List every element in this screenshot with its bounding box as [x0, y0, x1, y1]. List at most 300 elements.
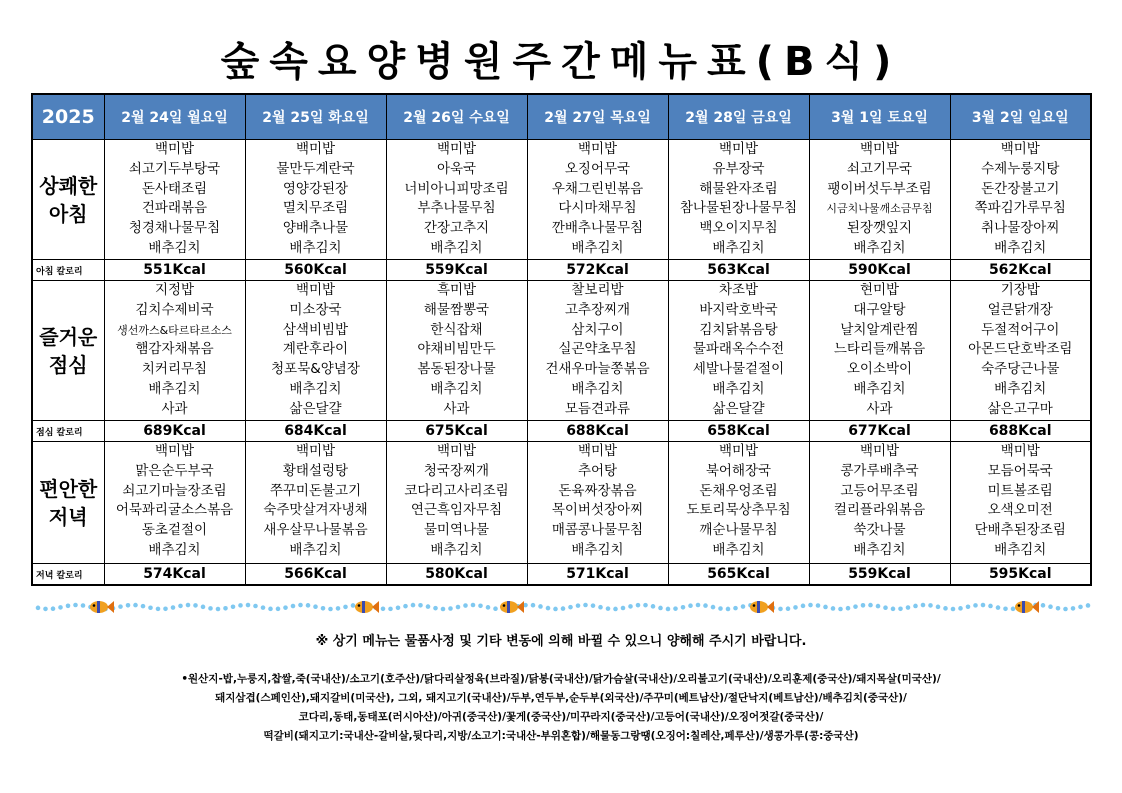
bubble-icon [351, 603, 356, 608]
menu-item: 배추김치 [430, 541, 483, 558]
kcal-value: 559Kcal [386, 260, 527, 281]
menu-item: 백미밥 [577, 443, 618, 459]
bubble-icon [891, 607, 896, 612]
menu-item: 청국장찌개 [423, 462, 490, 479]
bubble-icon [388, 607, 393, 612]
kcal-value: 565Kcal [668, 564, 809, 586]
bubble-icon [718, 606, 723, 611]
menu-cell [668, 442, 809, 564]
kcal-label: 저녁 칼로리 [32, 564, 104, 586]
menu-item: 느타리들깨볶음 [833, 341, 926, 358]
menu-item: 다시마채무침 [558, 200, 637, 217]
bubble-icon [186, 603, 191, 608]
bubble-icon [951, 607, 956, 612]
bubble-icon [283, 605, 288, 610]
bubble-icon [823, 605, 828, 610]
bubble-icon [958, 606, 963, 611]
bubble-icon [801, 604, 806, 609]
menu-item: 배추김치 [571, 380, 624, 397]
menu-item: 청경채나물무침 [128, 220, 221, 237]
menu-item: 오징어무국 [564, 160, 631, 177]
menu-item: 영양강된장 [282, 180, 349, 197]
menu-item: 백미밥 [859, 141, 900, 157]
bubble-icon [201, 605, 206, 610]
menu-cell [386, 281, 527, 421]
bubble-icon [808, 603, 813, 608]
bubble-icon [171, 605, 176, 610]
bubble-icon [696, 603, 701, 608]
bubble-icon [463, 603, 468, 608]
menu-cell [950, 442, 1091, 564]
menu-item: 단배추된장조림 [974, 522, 1066, 539]
kcal-value: 551Kcal [104, 260, 245, 281]
bubble-icon [313, 604, 318, 609]
bubble-icon [673, 606, 678, 611]
menu-item: 건파래볶음 [141, 200, 208, 217]
bubble-icon [58, 605, 63, 610]
bubble-icon [223, 606, 228, 611]
menu-item: 깨순나물무침 [699, 522, 778, 539]
menu-item: 연근흑임자무침 [410, 502, 503, 519]
menu-item: 해물짬뽕국 [423, 301, 490, 318]
kcal-value: 580Kcal [386, 564, 527, 586]
menu-item: 김치닭볶음탕 [699, 321, 778, 338]
fish-icon [90, 601, 114, 613]
menu-cell [104, 281, 245, 421]
meal-row [32, 442, 1091, 564]
menu-item: 백미밥 [295, 141, 336, 157]
menu-cell [950, 281, 1091, 421]
kcal-value: 563Kcal [668, 260, 809, 281]
bubble-icon [861, 603, 866, 608]
menu-item: 야채비빔만두 [417, 341, 496, 358]
bubble-icon [966, 604, 971, 609]
menu-item: 배추김치 [430, 380, 483, 397]
notice-text: ※ 상기 메뉴는 물품사정 및 기타 변동에 의해 바뀔 수 있으니 양해해 주시기 바랍니다. [315, 634, 807, 649]
menu-item: 돈채우엉조림 [699, 482, 778, 499]
menu-item: 백미밥 [859, 443, 900, 459]
menu-item: 흑미밥 [436, 282, 477, 298]
menu-item: 시금치나물깨소금무침 [826, 202, 933, 216]
meal-label-line: 편안한 [39, 476, 98, 501]
menu-item: 새우살무나물볶음 [263, 522, 368, 539]
menu-item: 배추김치 [289, 239, 342, 256]
bubble-icon [396, 605, 401, 610]
bubble-icon [51, 606, 56, 611]
bubble-icon [621, 606, 626, 611]
bubble-icon [403, 604, 408, 609]
menu-item: 모듬견과류 [564, 400, 631, 417]
bubble-icon [133, 603, 138, 608]
menu-item: 백미밥 [1000, 141, 1040, 157]
bubble-icon [681, 605, 686, 610]
day-header: 2월 28일 금요일 [668, 94, 809, 140]
menu-item: 모듬어묵국 [987, 462, 1053, 479]
menu-item: 배추김치 [994, 239, 1047, 256]
menu-cell [668, 281, 809, 421]
bubble-icon [576, 603, 581, 608]
menu-item: 돈사태조림 [141, 180, 208, 197]
menu-item: 바지락호박국 [699, 301, 778, 318]
menu-item: 백오이지무침 [699, 220, 778, 237]
kcal-row [32, 564, 1091, 586]
menu-item: 아욱국 [436, 160, 477, 177]
menu-item: 대구알탕 [853, 301, 906, 318]
meal-label [32, 281, 104, 421]
menu-item: 배추김치 [148, 239, 201, 256]
menu-item: 배추김치 [853, 541, 906, 558]
bubble-icon [66, 604, 71, 609]
menu-item: 추어탕 [577, 462, 618, 479]
menu-item: 돈육짜장볶음 [558, 482, 637, 499]
year-cell: 2025 [32, 94, 104, 140]
menu-item: 배추김치 [853, 380, 906, 397]
fish-icon [355, 601, 379, 613]
bubble-icon [276, 607, 281, 612]
menu-item: 삶은달걀 [289, 400, 342, 417]
bubble-icon [246, 603, 251, 608]
bubble-icon [868, 603, 873, 608]
menu-item: 고추장찌개 [564, 301, 631, 318]
kcal-value: 571Kcal [527, 564, 668, 586]
menu-item: 백미밥 [1000, 443, 1040, 459]
bubble-icon [456, 605, 461, 610]
bubble-icon [118, 604, 123, 609]
bubble-icon [1048, 604, 1053, 609]
bubble-icon [238, 603, 243, 608]
menu-item: 배추김치 [289, 541, 342, 558]
menu-item: 쇠고기마늘장조림 [122, 482, 227, 499]
menu-item: 해물완자조림 [699, 180, 778, 197]
bubble-icon [928, 603, 933, 608]
origin-line: 코다리,동태,동태포(러시아산)/아귀(중국산)/꽃게(중국산)/미꾸라지(중국산)/고등어(국내산)/오징어젓갈(중국산)/ [298, 711, 824, 723]
bubble-icon [996, 605, 1001, 610]
page-title: 숲속요양병원주간메뉴표(B식) [220, 39, 902, 85]
bubble-icon [156, 607, 161, 612]
kcal-value: 574Kcal [104, 564, 245, 586]
bubble-icon [703, 603, 708, 608]
bubble-icon [538, 604, 543, 609]
menu-item: 배추김치 [571, 541, 624, 558]
menu-item: 숙주맛살겨자냉채 [263, 502, 368, 519]
kcal-value: 688Kcal [950, 421, 1091, 442]
menu-item: 황태설렁탕 [282, 462, 349, 479]
bubble-icon [838, 607, 843, 612]
bubble-icon [553, 607, 558, 612]
kcal-value: 572Kcal [527, 260, 668, 281]
bubble-icon [583, 603, 588, 608]
menu-cell [527, 442, 668, 564]
menu-item: 멸치무조림 [282, 200, 349, 217]
menu-item: 기장밥 [1000, 282, 1040, 298]
bubble-icon [921, 603, 926, 608]
menu-item: 실곤약초무침 [558, 341, 637, 358]
menu-cell [104, 442, 245, 564]
menu-cell [245, 281, 386, 421]
bubble-icon [658, 606, 663, 611]
menu-item: 북어해장국 [705, 462, 772, 479]
menu-item: 날치알계란찜 [840, 321, 919, 338]
menu-item: 유부장국 [712, 160, 765, 177]
menu-item: 쑥갓나물 [853, 522, 906, 539]
menu-item: 코다리고사리조림 [404, 482, 509, 499]
menu-item: 한식잡채 [430, 321, 483, 338]
menu-item: 백미밥 [577, 141, 618, 157]
menu-item: 아몬드단호박조림 [968, 341, 1073, 358]
menu-cell [245, 140, 386, 260]
bubble-icon [268, 607, 273, 612]
menu-item: 쭈꾸미돈불고기 [269, 482, 362, 499]
bubble-icon [193, 603, 198, 608]
bubble-icon [778, 607, 783, 612]
bubble-icon [1063, 607, 1068, 612]
menu-item: 배추김치 [148, 380, 201, 397]
kcal-value: 562Kcal [950, 260, 1091, 281]
kcal-value: 590Kcal [809, 260, 950, 281]
bubble-icon [163, 606, 168, 611]
bubble-icon [853, 604, 858, 609]
bubble-icon [733, 606, 738, 611]
menu-cell [527, 140, 668, 260]
menu-item: 생선까스&타르타르소스 [117, 323, 232, 337]
fish-icon [750, 601, 774, 613]
menu-item: 수제누룽지탕 [981, 160, 1060, 177]
meal-label-line: 점심 [48, 352, 88, 377]
menu-item: 맑은순두부국 [135, 462, 214, 479]
menu-item: 백미밥 [718, 443, 759, 459]
bubble-icon [816, 603, 821, 608]
menu-item: 어묵꽈리굴소스볶음 [115, 502, 234, 519]
menu-item: 배추김치 [712, 239, 765, 256]
bubble-icon [433, 606, 438, 611]
bubble-icon [913, 604, 918, 609]
kcal-value: 689Kcal [104, 421, 245, 442]
bubble-icon [1078, 605, 1083, 610]
bubble-icon [876, 604, 881, 609]
bubble-icon [343, 605, 348, 610]
bubble-icon [786, 606, 791, 611]
menu-item: 백미밥 [436, 141, 477, 157]
header-row [32, 94, 1091, 140]
weekly-menu-table [31, 93, 1092, 586]
menu-item: 청포묵&양념장 [271, 361, 360, 378]
bubble-icon [43, 607, 48, 612]
bubble-icon [81, 603, 86, 608]
bubble-icon [441, 607, 446, 612]
bubble-icon [936, 605, 941, 610]
menu-item: 건새우마늘쫑볶음 [545, 361, 650, 378]
kcal-value: 675Kcal [386, 421, 527, 442]
bubble-icon [141, 604, 146, 609]
menu-item: 차조밥 [718, 282, 759, 298]
day-header: 3월 2일 일요일 [950, 94, 1091, 140]
kcal-value: 560Kcal [245, 260, 386, 281]
bubble-icon [1071, 606, 1076, 611]
bubble-icon [591, 603, 596, 608]
bubble-icon [636, 603, 641, 608]
bubble-icon [1011, 607, 1016, 612]
bubble-icon [606, 606, 611, 611]
bubble-icon [381, 606, 386, 611]
meal-label-line: 저녁 [48, 504, 88, 529]
menu-cell [527, 281, 668, 421]
bubble-icon [231, 604, 236, 609]
menu-item: 쇠고기두부탕국 [128, 160, 221, 177]
menu-item: 얼큰닭개장 [987, 301, 1053, 318]
bubble-icon [478, 603, 483, 608]
bubble-icon [726, 607, 731, 612]
bubble-icon [36, 606, 41, 611]
bubble-icon [561, 606, 566, 611]
menu-item: 삶은고구마 [987, 400, 1053, 417]
bubble-icon [981, 603, 986, 608]
bubble-icon [426, 604, 431, 609]
menu-item: 동초겉절이 [141, 522, 208, 539]
menu-item: 삶은달걀 [712, 400, 765, 417]
menu-item: 사과 [866, 400, 893, 417]
menu-cell [245, 442, 386, 564]
menu-item: 백미밥 [154, 443, 195, 459]
bubble-icon [486, 605, 491, 610]
fish-icon [500, 601, 524, 613]
bubble-icon [1003, 607, 1008, 612]
bubble-icon [208, 606, 213, 611]
bubble-icon [906, 605, 911, 610]
menu-item: 백미밥 [718, 141, 759, 157]
bubble-icon [688, 603, 693, 608]
kcal-value: 688Kcal [527, 421, 668, 442]
kcal-value: 595Kcal [950, 564, 1091, 586]
bubble-icon [711, 605, 716, 610]
meal-row [32, 140, 1091, 260]
bubble-icon [613, 607, 618, 612]
bubble-icon [883, 605, 888, 610]
bubble-icon [336, 606, 341, 611]
bubble-icon [321, 606, 326, 611]
menu-item: 쇠고기무국 [846, 160, 913, 177]
menu-item: 백미밥 [295, 443, 336, 459]
menu-item: 미트볼조림 [987, 482, 1053, 499]
bubble-icon [148, 605, 153, 610]
menu-item: 세발나물겉절이 [692, 361, 785, 378]
bubble-icon [846, 606, 851, 611]
day-header: 2월 25일 화요일 [245, 94, 386, 140]
meal-label-line: 즐거운 [39, 324, 98, 349]
bubble-icon [493, 606, 498, 611]
menu-item: 너비아니피망조림 [404, 180, 509, 197]
menu-item: 치커리무침 [141, 361, 208, 378]
bubble-icon [898, 606, 903, 611]
kcal-label: 점심 칼로리 [32, 421, 104, 442]
menu-item: 백미밥 [295, 282, 336, 298]
origin-info [40, 670, 1082, 746]
meal-label-line: 상쾌한 [39, 173, 98, 198]
bubble-icon [831, 606, 836, 611]
menu-item: 우채그린빈볶음 [551, 180, 644, 197]
origin-line: •원산지-밥,누룽지,찹쌀,죽(국내산)/소고기(호주산)/닭다리살정육(브라질)/닭봉(국내산)/닭가슴살(국내산)/오리불고기(국내산)/오리훈제(중국산)/돼지목살(미국산)/ [181, 673, 941, 685]
origin-line: 돼지삼겹(스페인산),돼지갈비(미국산), 그외, 돼지고기(국내산)/두부,연두부,순두부(외국산)/주꾸미(베트남산)/절단낙지(베트남산)/배추김치(중국산)/ [215, 692, 907, 704]
menu-item: 목이버섯장아찌 [551, 502, 644, 519]
kcal-value: 559Kcal [809, 564, 950, 586]
menu-cell [809, 281, 950, 421]
menu-body [32, 140, 1091, 586]
origin-line: 떡갈비(돼지고기:국내산-갈비살,뒷다리,지방/소고기:국내산-부위혼합)/해물동그랑땡(오징어:칠레산,페루산)/생콩가루(콩:중국산) [263, 730, 859, 742]
menu-item: 삼색비빔밥 [282, 321, 349, 338]
menu-item: 배추김치 [289, 380, 342, 397]
menu-item: 미소장국 [289, 301, 342, 318]
menu-item: 배추김치 [148, 541, 201, 558]
menu-cell [386, 140, 527, 260]
bubble-icon [216, 607, 221, 612]
menu-item: 삼치구이 [571, 321, 624, 338]
menu-item: 돈간장불고기 [981, 180, 1060, 197]
menu-item: 김치수제비국 [135, 301, 214, 318]
bubble-icon [73, 603, 78, 608]
meal-label [32, 442, 104, 564]
menu-item: 간장고추지 [423, 220, 490, 237]
menu-item: 깐배추나물무침 [551, 220, 644, 237]
menu-item: 된장깻잎지 [846, 220, 913, 237]
menu-item: 배추김치 [571, 239, 624, 256]
menu-item: 지정밥 [154, 282, 195, 298]
bubble-icon [598, 605, 603, 610]
menu-item: 매콤콩나물무침 [551, 522, 644, 539]
menu-item: 오색오미전 [987, 502, 1053, 519]
menu-item: 물미역나물 [423, 522, 490, 539]
menu-cell [950, 140, 1091, 260]
menu-item: 배추김치 [994, 380, 1047, 397]
kcal-value: 677Kcal [809, 421, 950, 442]
bubble-icon [1041, 603, 1046, 608]
menu-item: 쪽파김가루무침 [974, 200, 1066, 217]
bubble-icon [628, 604, 633, 609]
menu-item: 사과 [161, 400, 188, 417]
kcal-value: 566Kcal [245, 564, 386, 586]
menu-cell [386, 442, 527, 564]
menu-item: 양배추나물 [282, 220, 349, 237]
bubble-icon [666, 607, 671, 612]
bubble-icon [126, 603, 131, 608]
bubble-icon [261, 605, 266, 610]
bubble-icon [448, 606, 453, 611]
meal-label-line: 아침 [48, 201, 88, 226]
menu-item: 콩가루배추국 [840, 462, 919, 479]
menu-item: 현미밥 [859, 282, 900, 298]
decorative-border [34, 598, 1092, 616]
menu-item: 숙주당근나물 [981, 361, 1060, 378]
bubble-icon [793, 605, 798, 610]
menu-item: 팽이버섯두부조림 [827, 180, 932, 197]
bubble-icon [943, 606, 948, 611]
bubble-icon [411, 603, 416, 608]
menu-item: 봄동된장나물 [417, 361, 496, 378]
bubble-icon [651, 604, 656, 609]
bubble-icon [568, 605, 573, 610]
meal-label [32, 140, 104, 260]
meal-row [32, 281, 1091, 421]
kcal-value: 684Kcal [245, 421, 386, 442]
bubble-icon [531, 603, 536, 608]
menu-item: 배추김치 [853, 239, 906, 256]
menu-item: 취나물장아찌 [981, 220, 1060, 237]
bubble-icon [298, 603, 303, 608]
kcal-row [32, 421, 1091, 442]
bubble-icon [546, 606, 551, 611]
menu-item: 찰보리밥 [571, 282, 624, 298]
bubble-icon [291, 604, 296, 609]
bubble-icon [328, 607, 333, 612]
menu-item: 두절적어구이 [981, 321, 1060, 338]
